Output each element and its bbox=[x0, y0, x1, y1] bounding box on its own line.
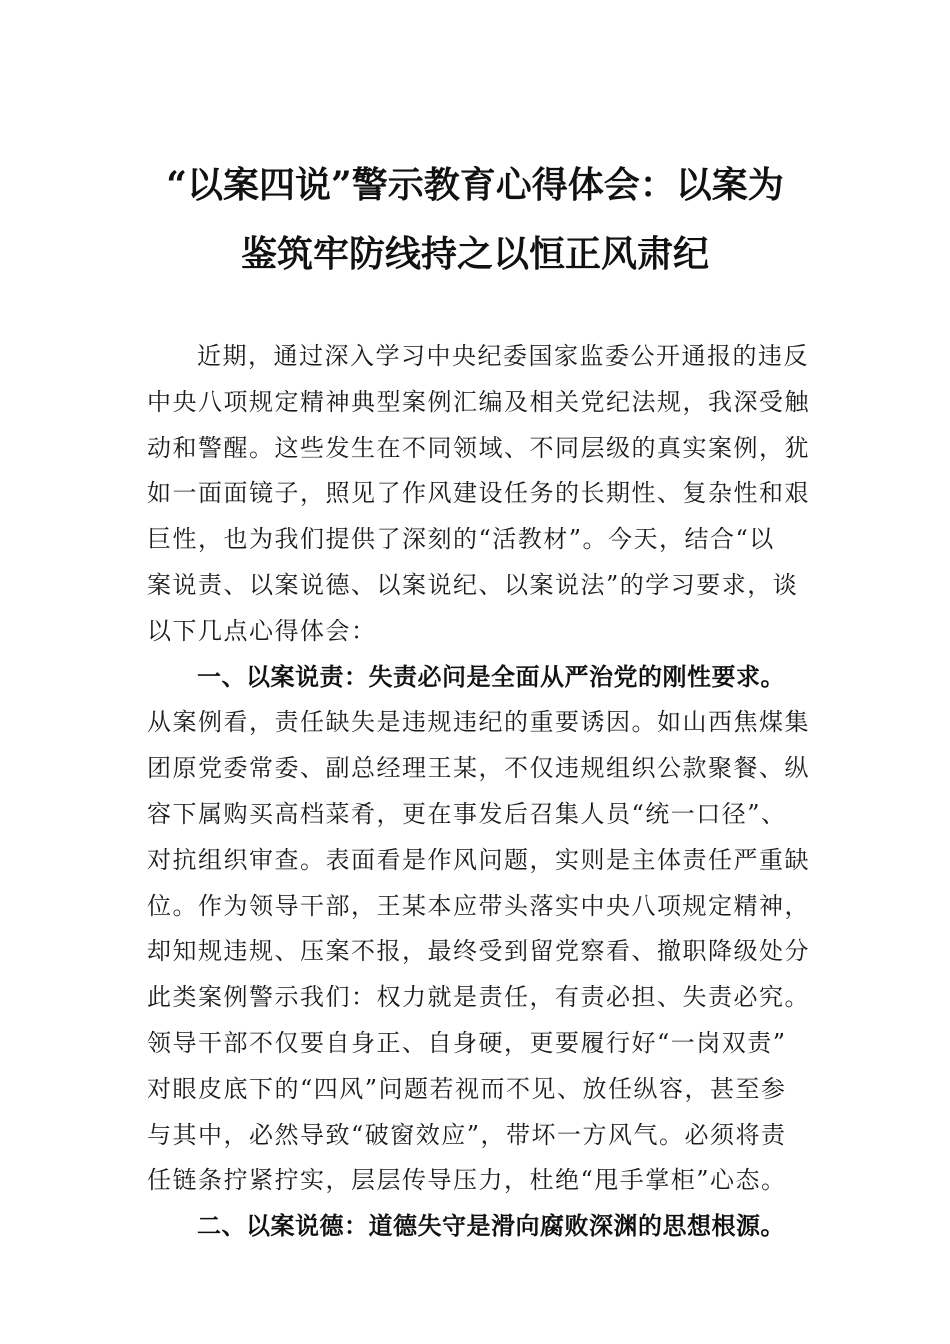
body-line: 团原党委常委、副总经理王某，不仅违规组织公款聚餐、纵 bbox=[147, 754, 810, 783]
body-line: 对抗组织审查。表面看是作风问题，实则是主体责任严重缺 bbox=[147, 845, 810, 874]
body-line: 巨性，也为我们提供了深刻的“活教材”。今天，结合“以 bbox=[147, 525, 775, 554]
body-line: 中央八项规定精神典型案例汇编及相关党纪法规，我深受触 bbox=[147, 387, 810, 416]
body-line: 位。作为领导干部，王某本应带头落实中央八项规定精神， bbox=[147, 891, 810, 920]
body-line: 以下几点心得体会： bbox=[147, 616, 377, 645]
body-line: 任链条拧紧拧实，层层传导压力，杜绝“甩手掌柜”心态。 bbox=[147, 1166, 787, 1195]
body-line: 此类案例警示我们：权力就是责任，有责必担、失责必究。 bbox=[147, 983, 810, 1012]
document-title-line-1: “以案四说”警示教育心得体会：以案为 bbox=[166, 164, 784, 206]
body-line: 却知规违规、压案不报，最终受到留党察看、撤职降级处分 bbox=[147, 937, 810, 966]
document-title-line-2: 鉴筑牢防线持之以恒正风肃纪 bbox=[240, 233, 709, 275]
body-line: 从案例看，责任缺失是违规违纪的重要诱因。如山西焦煤集 bbox=[147, 708, 810, 737]
section-heading-1: 一、以案说责：失责必问是全面从严治党的刚性要求。 bbox=[197, 662, 785, 691]
body-line: 容下属购买高档菜肴，更在事发后召集人员“统一口径”、 bbox=[147, 799, 787, 828]
document-body bbox=[147, 334, 817, 1250]
body-line: 近期，通过深入学习中央纪委国家监委公开通报的违反 bbox=[197, 342, 809, 370]
body-line: 案说责、以案说德、以案说纪、以案说法”的学习要求，谈 bbox=[147, 570, 799, 599]
body-line: 与其中，必然导致“破窗效应”，带坏一方风气。必须将责 bbox=[147, 1120, 787, 1149]
body-line: 领导干部不仅要自身正、自身硬，更要履行好“一岗双责” bbox=[147, 1028, 787, 1057]
body-line: 动和警醒。这些发生在不同领域、不同层级的真实案例，犹 bbox=[147, 433, 810, 462]
body-line: 对眼皮底下的“四风”问题若视而不见、放任纵容，甚至参 bbox=[147, 1074, 787, 1103]
body-line: 如一面面镜子，照见了作风建设任务的长期性、复杂性和艰 bbox=[147, 479, 810, 508]
section-heading-2: 二、以案说德：道德失守是滑向腐败深渊的思想根源。 bbox=[197, 1212, 785, 1241]
